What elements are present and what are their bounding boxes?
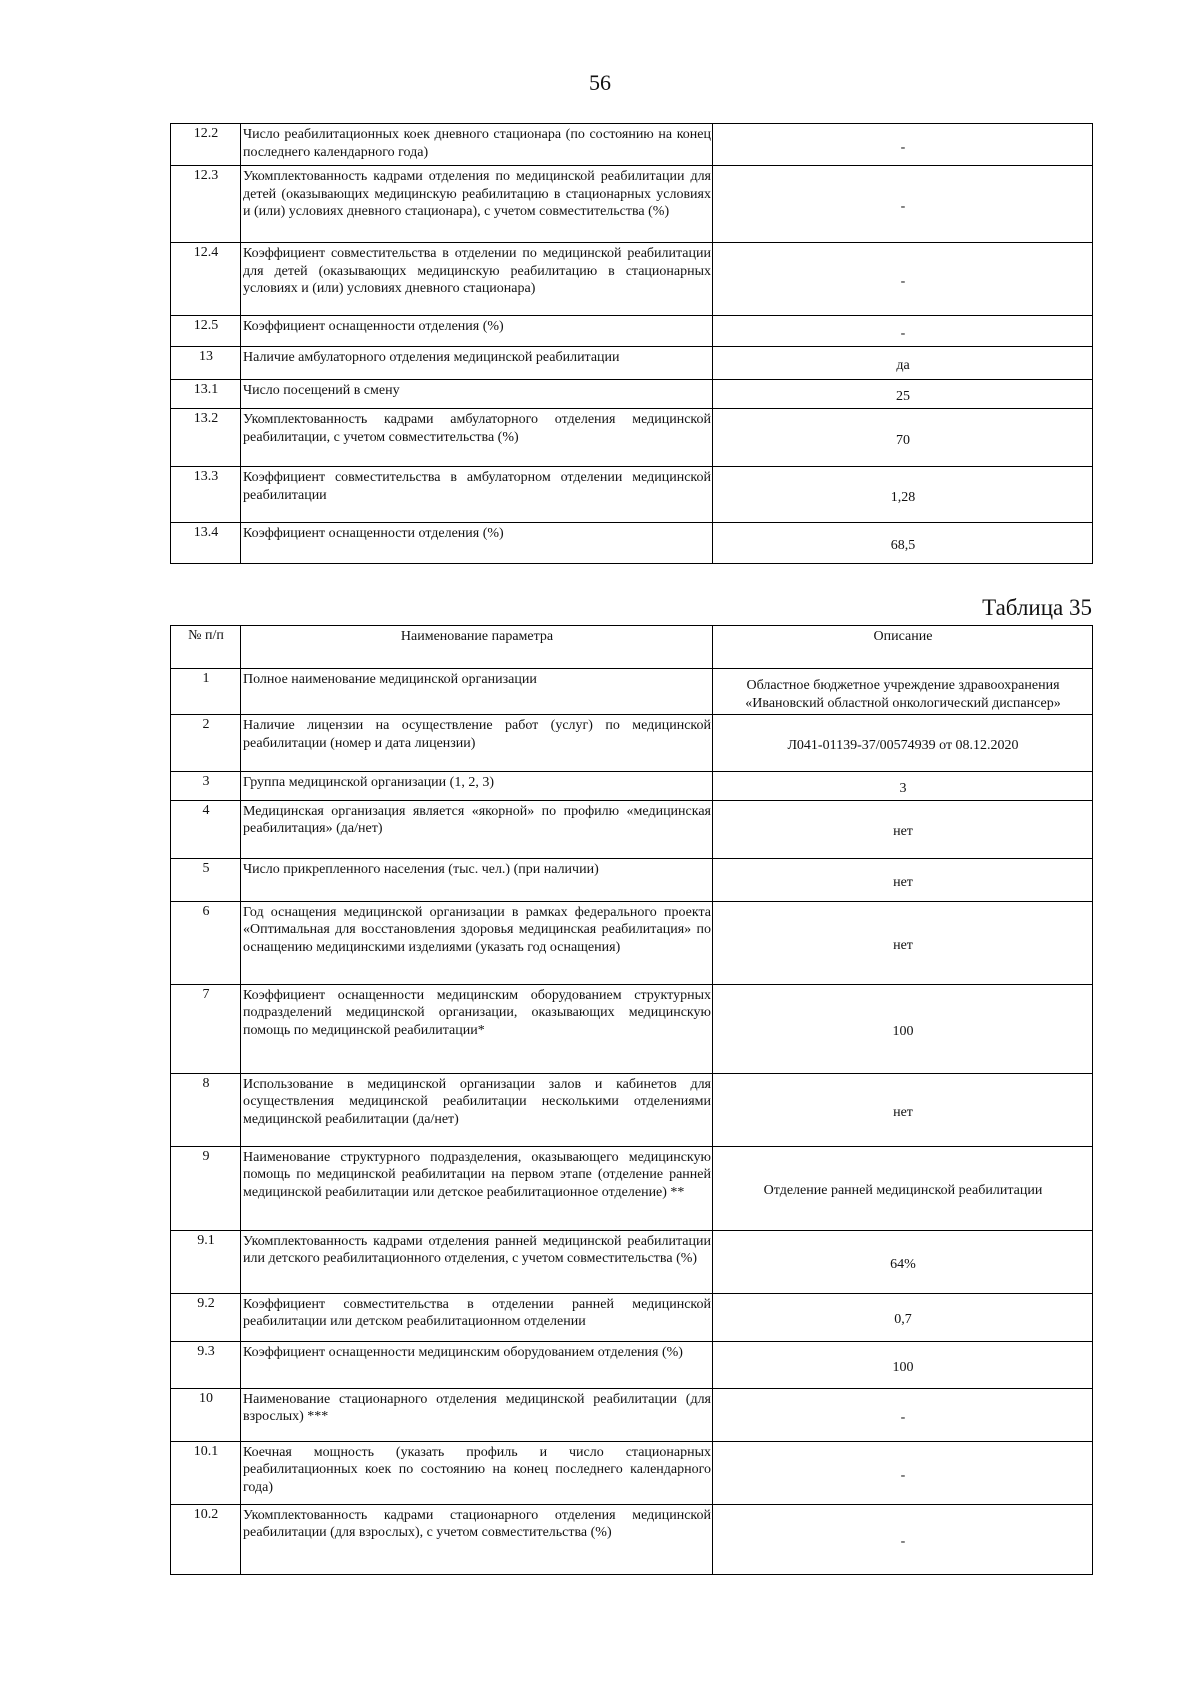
row-number: 2 xyxy=(171,715,241,772)
row-value: 0,7 xyxy=(713,1293,1093,1341)
row-value: 100 xyxy=(713,1341,1093,1388)
row-value: - xyxy=(713,1388,1093,1441)
row-parameter: Число реабилитационных коек дневного стационара (по состоянию на конец последнего календарного года) xyxy=(241,124,713,166)
row-value: нет xyxy=(713,1073,1093,1146)
table-row xyxy=(171,316,1093,347)
table-row xyxy=(171,409,1093,467)
table-row xyxy=(171,166,1093,243)
table-row xyxy=(171,380,1093,409)
table-35 xyxy=(170,625,1093,1575)
row-value: 68,5 xyxy=(713,523,1093,564)
row-value: да xyxy=(713,347,1093,380)
page-number: 56 xyxy=(589,70,611,95)
table-row xyxy=(171,858,1093,901)
row-parameter: Коэффициент оснащенности медицинским оборудованием отделения (%) xyxy=(241,1341,713,1388)
row-value: - xyxy=(713,316,1093,347)
row-value: нет xyxy=(713,800,1093,858)
row-parameter: Укомплектованность кадрами отделения по медицинской реабилитации для детей (оказывающих медицинскую реабилитацию в стационарных условиях и (или) условиях дневного стационара), с учетом совместительства (%) xyxy=(241,166,713,243)
row-number: 7 xyxy=(171,984,241,1073)
header-value: Описание xyxy=(713,626,1093,669)
row-number: 9 xyxy=(171,1146,241,1230)
row-parameter: Медицинская организация является «якорной» по профилю «медицинская реабилитация» (да/нет) xyxy=(241,800,713,858)
row-number: 13.4 xyxy=(171,523,241,564)
row-value: 70 xyxy=(713,409,1093,467)
table-row xyxy=(171,1341,1093,1388)
row-number: 1 xyxy=(171,669,241,715)
row-value: - xyxy=(713,166,1093,243)
row-number: 6 xyxy=(171,901,241,984)
row-parameter: Коэффициент совместительства в отделении по медицинской реабилитации для детей (оказывающих медицинскую реабилитацию в стационарных условиях и (или) условиях дневного стационара) xyxy=(241,243,713,316)
row-number: 13.2 xyxy=(171,409,241,467)
table-row xyxy=(171,901,1093,984)
table-row xyxy=(171,984,1093,1073)
row-number: 9.1 xyxy=(171,1230,241,1293)
row-value: - xyxy=(713,1504,1093,1574)
row-value: 100 xyxy=(713,984,1093,1073)
table-row xyxy=(171,1441,1093,1504)
row-value: нет xyxy=(713,901,1093,984)
row-parameter: Число прикрепленного населения (тыс. чел.) (при наличии) xyxy=(241,858,713,901)
row-number: 12.5 xyxy=(171,316,241,347)
row-value: Областное бюджетное учреждение здравоохранения «Ивановский областной онкологический диспансер» xyxy=(713,669,1093,715)
row-value: 1,28 xyxy=(713,467,1093,523)
row-value: - xyxy=(713,124,1093,166)
row-number: 9.2 xyxy=(171,1293,241,1341)
table-row xyxy=(171,347,1093,380)
row-number: 13.3 xyxy=(171,467,241,523)
row-number: 13.1 xyxy=(171,380,241,409)
table-row xyxy=(171,523,1093,564)
row-parameter: Число посещений в смену xyxy=(241,380,713,409)
header-param: Наименование параметра xyxy=(241,626,713,669)
row-number: 9.3 xyxy=(171,1341,241,1388)
row-parameter: Коэффициент совместительства в отделении ранней медицинской реабилитации или детском реабилитационном отделении xyxy=(241,1293,713,1341)
row-parameter: Коэффициент оснащенности отделения (%) xyxy=(241,523,713,564)
table-row xyxy=(171,1293,1093,1341)
row-number: 12.3 xyxy=(171,166,241,243)
row-parameter: Наличие амбулаторного отделения медицинской реабилитации xyxy=(241,347,713,380)
row-value: 25 xyxy=(713,380,1093,409)
table-row xyxy=(171,1073,1093,1146)
table-row xyxy=(171,1504,1093,1574)
row-parameter: Укомплектованность кадрами отделения ранней медицинской реабилитации или детского реабилитационного отделения, с учетом совместительства (%) xyxy=(241,1230,713,1293)
table-row xyxy=(171,124,1093,166)
row-value: 64% xyxy=(713,1230,1093,1293)
row-number: 3 xyxy=(171,772,241,801)
row-value: - xyxy=(713,1441,1093,1504)
table-row xyxy=(171,1388,1093,1441)
row-parameter: Наименование структурного подразделения, оказывающего медицинскую помощь по медицинской реабилитации на первом этапе (отделение ранней медицинской реабилитации или детское реабилитационное отделение) ** xyxy=(241,1146,713,1230)
row-number: 10.1 xyxy=(171,1441,241,1504)
table-row xyxy=(171,1146,1093,1230)
row-number: 10 xyxy=(171,1388,241,1441)
row-value: - xyxy=(713,243,1093,316)
table-row xyxy=(171,800,1093,858)
row-parameter: Наличие лицензии на осуществление работ (услуг) по медицинской реабилитации (номер и дата лицензии) xyxy=(241,715,713,772)
table-row xyxy=(171,715,1093,772)
row-number: 5 xyxy=(171,858,241,901)
row-value: 3 xyxy=(713,772,1093,801)
row-number: 13 xyxy=(171,347,241,380)
row-parameter: Коэффициент совместительства в амбулаторном отделении медицинской реабилитации xyxy=(241,467,713,523)
row-parameter: Укомплектованность кадрами стационарного отделения медицинской реабилитации (для взрослых), с учетом совместительства (%) xyxy=(241,1504,713,1574)
row-value: Отделение ранней медицинской реабилитации xyxy=(713,1146,1093,1230)
header-num: № п/п xyxy=(171,626,241,669)
row-parameter: Коечная мощность (указать профиль и число стационарных реабилитационных коек по состоянию на конец последнего календарного года) xyxy=(241,1441,713,1504)
table-continued xyxy=(170,123,1093,564)
row-parameter: Укомплектованность кадрами амбулаторного отделения медицинской реабилитации, с учетом совместительства (%) xyxy=(241,409,713,467)
row-parameter: Коэффициент оснащенности отделения (%) xyxy=(241,316,713,347)
table-row xyxy=(171,243,1093,316)
row-number: 8 xyxy=(171,1073,241,1146)
row-parameter: Коэффициент оснащенности медицинским оборудованием структурных подразделений медицинской организации, оказывающих медицинскую помощь по медицинской реабилитации* xyxy=(241,984,713,1073)
table-header-row xyxy=(171,626,1093,669)
table-title: Таблица 35 xyxy=(982,595,1092,620)
row-number: 12.4 xyxy=(171,243,241,316)
table-row xyxy=(171,467,1093,523)
row-parameter: Полное наименование медицинской организации xyxy=(241,669,713,715)
row-parameter: Группа медицинской организации (1, 2, 3) xyxy=(241,772,713,801)
table-row xyxy=(171,1230,1093,1293)
table-row xyxy=(171,669,1093,715)
row-number: 12.2 xyxy=(171,124,241,166)
table-row xyxy=(171,772,1093,801)
row-number: 10.2 xyxy=(171,1504,241,1574)
row-parameter: Год оснащения медицинской организации в рамках федерального проекта «Оптимальная для восстановления здоровья медицинская реабилитация» по оснащению медицинскими изделиями (указать год оснащения) xyxy=(241,901,713,984)
row-parameter: Использование в медицинской организации залов и кабинетов для осуществления медицинской реабилитации несколькими отделениями медицинской реабилитации (да/нет) xyxy=(241,1073,713,1146)
row-value: нет xyxy=(713,858,1093,901)
row-number: 4 xyxy=(171,800,241,858)
row-parameter: Наименование стационарного отделения медицинской реабилитации (для взрослых) *** xyxy=(241,1388,713,1441)
row-value: Л041-01139-37/00574939 от 08.12.2020 xyxy=(713,715,1093,772)
